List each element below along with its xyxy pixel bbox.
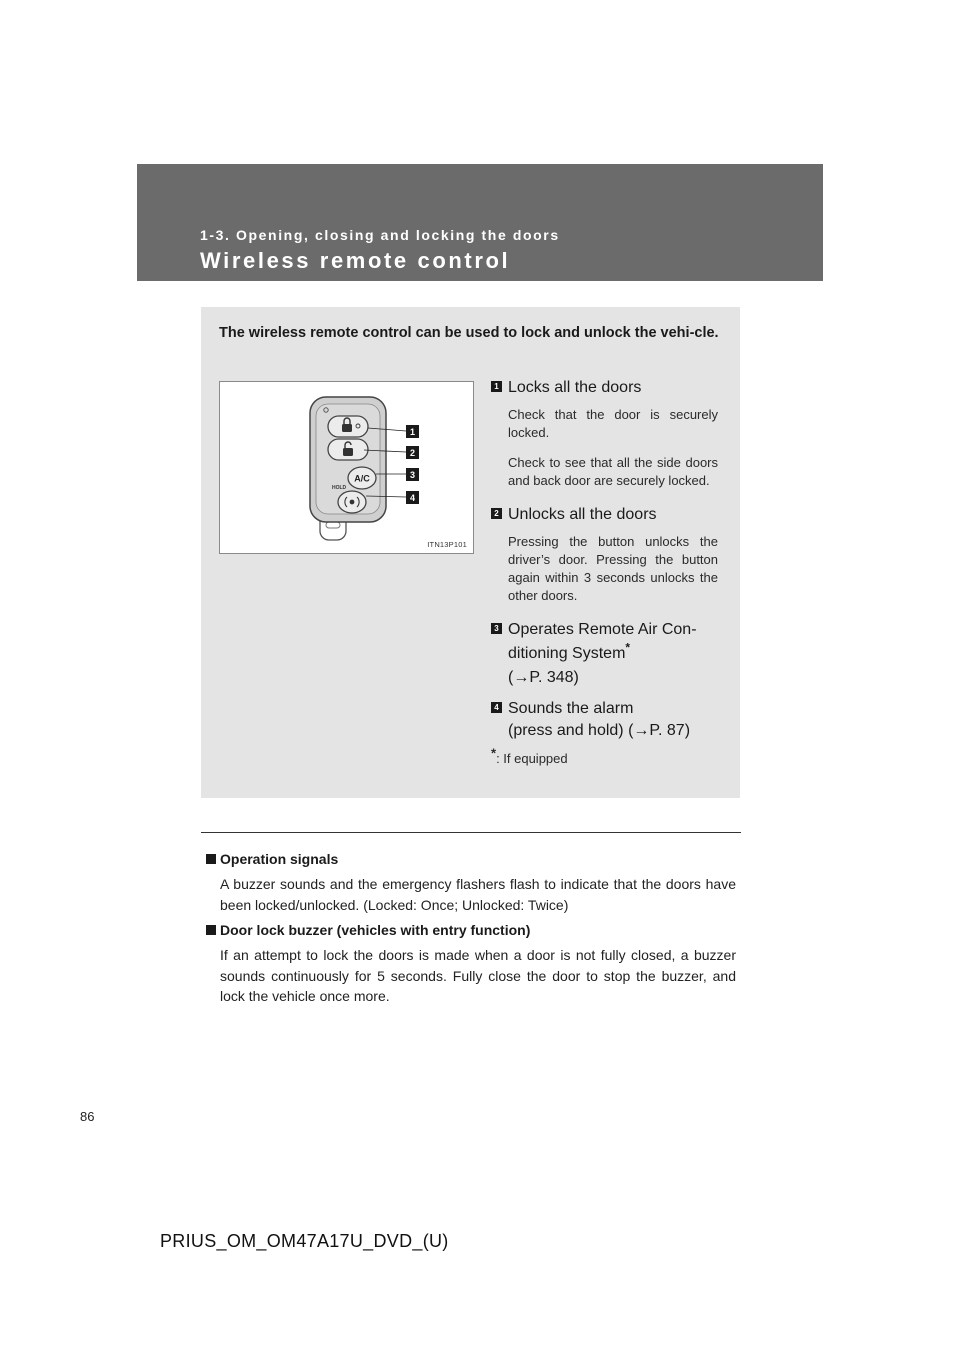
footnote-star: * xyxy=(625,640,631,655)
panic-alarm-icon xyxy=(338,491,366,513)
feature-item-lock xyxy=(491,377,718,490)
feature-title xyxy=(508,619,718,688)
feature-number: 4 xyxy=(491,702,502,713)
feature-description: Check that the door is securely locked. xyxy=(508,407,718,440)
feature-title xyxy=(508,698,718,741)
feature-description: Check to see that all the side doors and back door are securely locked. xyxy=(508,455,718,488)
ac-label: A/C xyxy=(354,473,370,484)
feature-title-line: Operates Remote Air Con- xyxy=(508,621,697,638)
feature-item-air-conditioning xyxy=(491,619,718,688)
note-heading: Door lock buzzer (vehicles with entry function) xyxy=(206,920,736,940)
callout-2 xyxy=(406,446,419,459)
info-panel xyxy=(201,307,740,798)
callout-3 xyxy=(406,468,419,481)
intro-text: The wireless remote control can be used to lock and unlock the vehi-cle. xyxy=(219,325,719,341)
note-body: If an attempt to lock the doors is made when a door is not fully closed, a buzzer sounds continuously for 5 seconds. Fully close the door to stop the buzzer, and lock the vehicle once more. xyxy=(220,947,736,1004)
feature-title: Unlocks all the doors xyxy=(508,506,657,523)
hold-label: HOLD xyxy=(332,485,347,491)
callout-1 xyxy=(406,425,419,438)
svg-text:1: 1 xyxy=(409,427,416,437)
section-label: 1-3. Opening, closing and locking the doors xyxy=(200,227,560,243)
footnote-text: : If equipped xyxy=(496,751,568,766)
remote-key-drawing xyxy=(220,382,473,553)
feature-title-line: (press and hold) (→P. 87) xyxy=(508,722,691,739)
note-heading: Operation signals xyxy=(206,849,736,869)
feature-number: 1 xyxy=(491,381,502,392)
square-bullet-icon xyxy=(206,854,216,864)
header-band xyxy=(137,164,823,281)
lock-icon xyxy=(328,416,368,437)
feature-item-unlock xyxy=(491,504,718,605)
square-bullet-icon xyxy=(206,925,216,935)
svg-text:3: 3 xyxy=(409,470,416,480)
feature-title-line: ditioning System xyxy=(508,645,626,662)
remote-illustration xyxy=(219,381,474,554)
page-number: 86 xyxy=(80,1109,95,1124)
callout-4 xyxy=(406,491,419,504)
illustration-code: ITN13P101 xyxy=(427,540,467,549)
feature-item-alarm xyxy=(491,698,718,741)
feature-list xyxy=(491,377,718,766)
document-code: PRIUS_OM_OM47A17U_DVD_(U) xyxy=(160,1231,449,1251)
page-title: Wireless remote control xyxy=(200,248,511,273)
feature-title: Locks all the doors xyxy=(508,379,642,396)
section-divider xyxy=(201,832,741,833)
footnote xyxy=(491,745,718,766)
note-body: A buzzer sounds and the emergency flashers flash to indicate that the doors have been locked/unlocked. (Locked: Once; Unlocked: Twice) xyxy=(220,876,736,913)
notes-section xyxy=(206,849,736,1012)
footnote-star: * xyxy=(491,745,497,761)
unlock-icon xyxy=(328,439,368,460)
page-reference: (→P. 348) xyxy=(508,669,579,686)
feature-title-line: Sounds the alarm xyxy=(508,700,634,717)
feature-number: 2 xyxy=(491,508,502,519)
feature-number: 3 xyxy=(491,623,502,634)
svg-text:2: 2 xyxy=(409,448,416,458)
svg-text:4: 4 xyxy=(409,493,416,503)
feature-description: Pressing the button unlocks the driver’s door. Pressing the button again within 3 seconds unlocks the other doors. xyxy=(508,534,718,603)
